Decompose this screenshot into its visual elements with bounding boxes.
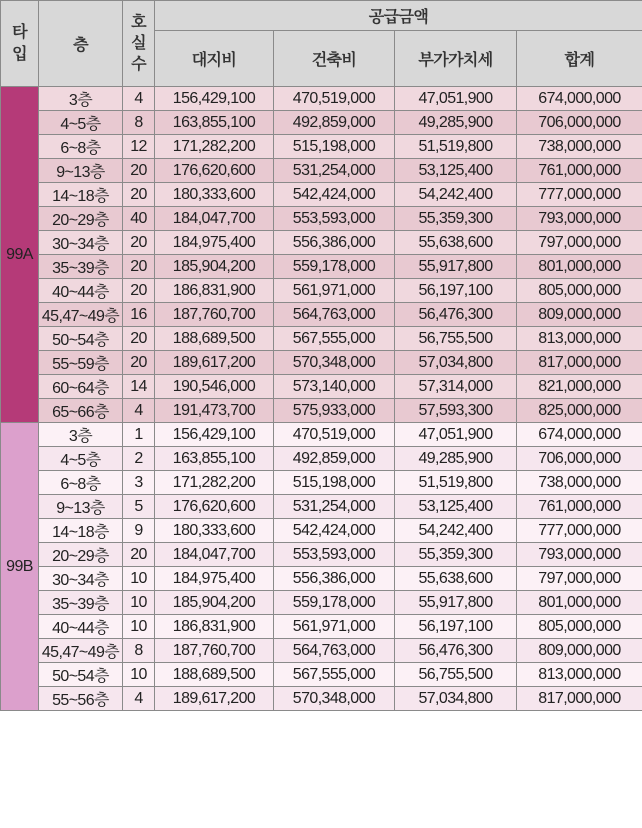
total-cell: 805,000,000 — [517, 279, 642, 303]
land-cost-cell: 187,760,700 — [155, 639, 274, 663]
building-cost-cell: 531,254,000 — [274, 495, 395, 519]
total-cell: 706,000,000 — [517, 111, 642, 135]
total-cell: 809,000,000 — [517, 639, 642, 663]
floor-cell: 6~8층 — [39, 471, 123, 495]
total-cell: 674,000,000 — [517, 87, 642, 111]
vat-cell: 47,051,900 — [395, 87, 517, 111]
rooms-cell: 20 — [123, 279, 155, 303]
land-cost-cell: 163,855,100 — [155, 447, 274, 471]
total-cell: 706,000,000 — [517, 447, 642, 471]
building-cost-cell: 492,859,000 — [274, 111, 395, 135]
floor-cell: 30~34층 — [39, 567, 123, 591]
vat-cell: 57,034,800 — [395, 687, 517, 711]
land-cost-cell: 188,689,500 — [155, 327, 274, 351]
building-cost-cell: 556,386,000 — [274, 567, 395, 591]
vat-cell: 57,314,000 — [395, 375, 517, 399]
land-cost-cell: 163,855,100 — [155, 111, 274, 135]
building-cost-cell: 531,254,000 — [274, 159, 395, 183]
vat-cell: 57,034,800 — [395, 351, 517, 375]
land-cost-cell: 156,429,100 — [155, 423, 274, 447]
land-cost-cell: 191,473,700 — [155, 399, 274, 423]
land-cost-cell: 186,831,900 — [155, 615, 274, 639]
table-row — [1, 303, 642, 327]
building-cost-cell: 575,933,000 — [274, 399, 395, 423]
total-cell: 817,000,000 — [517, 351, 642, 375]
land-cost-cell: 171,282,200 — [155, 471, 274, 495]
rooms-column-header — [123, 1, 155, 87]
rooms-cell: 20 — [123, 231, 155, 255]
total-cell: 793,000,000 — [517, 207, 642, 231]
table-row — [1, 183, 642, 207]
land-cost-cell: 184,975,400 — [155, 567, 274, 591]
table-row — [1, 255, 642, 279]
land-cost-cell: 187,760,700 — [155, 303, 274, 327]
building-cost-cell: 567,555,000 — [274, 663, 395, 687]
vat-cell: 55,638,600 — [395, 231, 517, 255]
table-row — [1, 447, 642, 471]
rooms-header-char: 호 — [131, 14, 146, 31]
building-cost-cell: 542,424,000 — [274, 183, 395, 207]
land-cost-cell: 185,904,200 — [155, 255, 274, 279]
vat-cell: 49,285,900 — [395, 447, 517, 471]
land-cost-cell: 184,975,400 — [155, 231, 274, 255]
total-cell: 821,000,000 — [517, 375, 642, 399]
total-cell: 801,000,000 — [517, 591, 642, 615]
table-row — [1, 543, 642, 567]
table-row — [1, 375, 642, 399]
land-cost-cell: 189,617,200 — [155, 687, 274, 711]
floor-cell: 45,47~49층 — [39, 303, 123, 327]
type-header-char: 타 — [12, 23, 27, 41]
land-cost-cell: 180,333,600 — [155, 519, 274, 543]
total-cell: 801,000,000 — [517, 255, 642, 279]
rooms-cell: 12 — [123, 135, 155, 159]
table-row — [1, 111, 642, 135]
vat-cell: 51,519,800 — [395, 471, 517, 495]
floor-cell: 9~13층 — [39, 159, 123, 183]
building-cost-cell: 556,386,000 — [274, 231, 395, 255]
total-cell: 805,000,000 — [517, 615, 642, 639]
vat-cell: 56,755,500 — [395, 663, 517, 687]
building-cost-cell: 470,519,000 — [274, 87, 395, 111]
rooms-cell: 20 — [123, 327, 155, 351]
vat-cell: 56,197,100 — [395, 615, 517, 639]
table-header — [1, 1, 642, 87]
table-row — [1, 639, 642, 663]
unit-type-cell: 99A — [1, 87, 39, 423]
floor-cell: 14~18층 — [39, 183, 123, 207]
rooms-cell: 2 — [123, 447, 155, 471]
building-cost-cell: 567,555,000 — [274, 327, 395, 351]
land-cost-cell: 186,831,900 — [155, 279, 274, 303]
building-cost-cell: 559,178,000 — [274, 255, 395, 279]
rooms-cell: 20 — [123, 183, 155, 207]
table-row — [1, 231, 642, 255]
rooms-cell: 40 — [123, 207, 155, 231]
land-cost-cell: 156,429,100 — [155, 87, 274, 111]
floor-cell: 6~8층 — [39, 135, 123, 159]
vat-cell: 53,125,400 — [395, 159, 517, 183]
table-row — [1, 663, 642, 687]
total-cell: 674,000,000 — [517, 423, 642, 447]
table-row — [1, 591, 642, 615]
total-cell: 809,000,000 — [517, 303, 642, 327]
land-cost-cell: 184,047,700 — [155, 543, 274, 567]
total-cell: 793,000,000 — [517, 543, 642, 567]
building-cost-cell: 470,519,000 — [274, 423, 395, 447]
floor-cell: 45,47~49층 — [39, 639, 123, 663]
floor-cell: 3층 — [39, 423, 123, 447]
floor-cell: 4~5층 — [39, 111, 123, 135]
table-row — [1, 135, 642, 159]
table-row — [1, 207, 642, 231]
building-cost-cell: 573,140,000 — [274, 375, 395, 399]
total-cell: 761,000,000 — [517, 159, 642, 183]
floor-cell: 35~39층 — [39, 255, 123, 279]
building-cost-cell: 542,424,000 — [274, 519, 395, 543]
building-cost-header: 건축비 — [274, 31, 395, 87]
floor-cell: 4~5층 — [39, 447, 123, 471]
total-cell: 738,000,000 — [517, 471, 642, 495]
supply-amount-header: 공급금액 — [155, 1, 642, 31]
rooms-header-char: 수 — [131, 56, 146, 73]
vat-cell: 54,242,400 — [395, 183, 517, 207]
floor-cell: 14~18층 — [39, 519, 123, 543]
land-cost-cell: 185,904,200 — [155, 591, 274, 615]
vat-cell: 56,197,100 — [395, 279, 517, 303]
table-row — [1, 399, 642, 423]
vat-cell: 55,359,300 — [395, 207, 517, 231]
total-cell: 797,000,000 — [517, 567, 642, 591]
building-cost-cell: 561,971,000 — [274, 279, 395, 303]
rooms-cell: 9 — [123, 519, 155, 543]
type-column-header — [1, 1, 39, 87]
building-cost-cell: 515,198,000 — [274, 471, 395, 495]
floor-cell: 55~56층 — [39, 687, 123, 711]
land-cost-cell: 180,333,600 — [155, 183, 274, 207]
vat-cell: 47,051,900 — [395, 423, 517, 447]
floor-cell: 50~54층 — [39, 327, 123, 351]
total-cell: 777,000,000 — [517, 519, 642, 543]
land-cost-cell: 189,617,200 — [155, 351, 274, 375]
table-row — [1, 327, 642, 351]
total-cell: 761,000,000 — [517, 495, 642, 519]
total-cell: 813,000,000 — [517, 663, 642, 687]
floor-cell: 20~29층 — [39, 207, 123, 231]
building-cost-cell: 564,763,000 — [274, 303, 395, 327]
vat-cell: 49,285,900 — [395, 111, 517, 135]
total-cell: 825,000,000 — [517, 399, 642, 423]
rooms-cell: 4 — [123, 687, 155, 711]
floor-cell: 40~44층 — [39, 279, 123, 303]
rooms-cell: 1 — [123, 423, 155, 447]
rooms-cell: 20 — [123, 159, 155, 183]
floor-cell: 55~59층 — [39, 351, 123, 375]
rooms-cell: 14 — [123, 375, 155, 399]
table-row — [1, 279, 642, 303]
table-row — [1, 519, 642, 543]
land-cost-cell: 188,689,500 — [155, 663, 274, 687]
vat-cell: 54,242,400 — [395, 519, 517, 543]
table-row — [1, 687, 642, 711]
land-cost-cell: 176,620,600 — [155, 159, 274, 183]
table-body — [1, 87, 642, 711]
land-cost-cell: 176,620,600 — [155, 495, 274, 519]
rooms-cell: 16 — [123, 303, 155, 327]
rooms-cell: 8 — [123, 639, 155, 663]
rooms-cell: 10 — [123, 567, 155, 591]
building-cost-cell: 492,859,000 — [274, 447, 395, 471]
floor-cell: 35~39층 — [39, 591, 123, 615]
land-cost-header: 대지비 — [155, 31, 274, 87]
rooms-cell: 4 — [123, 87, 155, 111]
vat-cell: 56,476,300 — [395, 303, 517, 327]
unit-type-cell: 99B — [1, 423, 39, 711]
vat-cell: 55,638,600 — [395, 567, 517, 591]
rooms-header-char: 실 — [131, 35, 146, 52]
table-row — [1, 615, 642, 639]
vat-cell: 56,755,500 — [395, 327, 517, 351]
floor-cell: 20~29층 — [39, 543, 123, 567]
floor-cell: 65~66층 — [39, 399, 123, 423]
total-cell: 777,000,000 — [517, 183, 642, 207]
rooms-cell: 10 — [123, 663, 155, 687]
floor-cell: 60~64층 — [39, 375, 123, 399]
land-cost-cell: 190,546,000 — [155, 375, 274, 399]
total-cell: 817,000,000 — [517, 687, 642, 711]
table-row — [1, 87, 642, 111]
floor-cell: 30~34층 — [39, 231, 123, 255]
table-row — [1, 351, 642, 375]
rooms-cell: 5 — [123, 495, 155, 519]
building-cost-cell: 553,593,000 — [274, 543, 395, 567]
building-cost-cell: 570,348,000 — [274, 687, 395, 711]
building-cost-cell: 570,348,000 — [274, 351, 395, 375]
building-cost-cell: 515,198,000 — [274, 135, 395, 159]
vat-cell: 53,125,400 — [395, 495, 517, 519]
type-header-char: 입 — [12, 45, 27, 63]
rooms-cell: 10 — [123, 615, 155, 639]
vat-header: 부가가치세 — [395, 31, 517, 87]
building-cost-cell: 553,593,000 — [274, 207, 395, 231]
table-row — [1, 495, 642, 519]
total-cell: 813,000,000 — [517, 327, 642, 351]
rooms-cell: 20 — [123, 255, 155, 279]
total-cell: 738,000,000 — [517, 135, 642, 159]
building-cost-cell: 564,763,000 — [274, 639, 395, 663]
vat-cell: 56,476,300 — [395, 639, 517, 663]
rooms-cell: 3 — [123, 471, 155, 495]
total-header: 합계 — [517, 31, 642, 87]
rooms-cell: 20 — [123, 543, 155, 567]
table-row — [1, 471, 642, 495]
land-cost-cell: 184,047,700 — [155, 207, 274, 231]
land-cost-cell: 171,282,200 — [155, 135, 274, 159]
floor-cell: 9~13층 — [39, 495, 123, 519]
vat-cell: 55,917,800 — [395, 255, 517, 279]
floor-cell: 50~54층 — [39, 663, 123, 687]
total-cell: 797,000,000 — [517, 231, 642, 255]
building-cost-cell: 561,971,000 — [274, 615, 395, 639]
vat-cell: 55,359,300 — [395, 543, 517, 567]
building-cost-cell: 559,178,000 — [274, 591, 395, 615]
vat-cell: 51,519,800 — [395, 135, 517, 159]
rooms-cell: 10 — [123, 591, 155, 615]
floor-cell: 3층 — [39, 87, 123, 111]
rooms-cell: 4 — [123, 399, 155, 423]
table-row — [1, 423, 642, 447]
rooms-cell: 20 — [123, 351, 155, 375]
table-row — [1, 159, 642, 183]
rooms-cell: 8 — [123, 111, 155, 135]
vat-cell: 55,917,800 — [395, 591, 517, 615]
floor-column-header: 층 — [39, 1, 123, 87]
vat-cell: 57,593,300 — [395, 399, 517, 423]
table-row — [1, 567, 642, 591]
floor-cell: 40~44층 — [39, 615, 123, 639]
